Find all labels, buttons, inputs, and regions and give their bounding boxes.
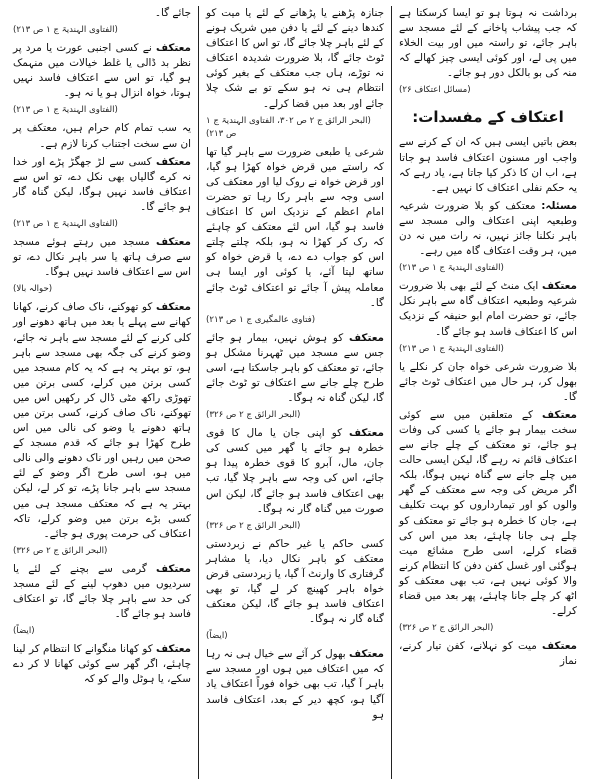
- paragraph: [399, 360, 577, 405]
- paragraph: [206, 426, 384, 517]
- citation-text: (البحر الرائق ج ۲ ص ۳۲۶): [399, 623, 494, 634]
- citation-text: (ایضاً): [13, 626, 35, 637]
- paragraph: [206, 145, 384, 311]
- paragraph-text: گرمی سے بچنے کے لئے یا سردیوں میں دھوپ لینے کے لئے مسجد کی حد سے باہر چلا جائے گا، تو اعتکاف فاسد ہو جائے گا۔: [13, 562, 191, 621]
- paragraph-text: برداشت نہ ہوتا ہو تو ایسا کرسکتا ہے کہ جب پیشاب پاخانے کے لئے مسجد سے باہر جائے، تو راستہ میں اور بیت الخلاء میں پی لے، اور کوئی ایسی چیز کھالے کہ منہ کی بو بالکل دور ہو جائے۔: [399, 7, 577, 80]
- citation-text: (فتاوی عالمگیری ج ۱ ص ۲۱۳): [206, 314, 316, 325]
- paragraph-text: کسی حاکم یا غیر حاکم نے زبردستی معتکف کو باہر نکال دیا، یا مشاہر گرفتاری کا وارنٹ آ گیا، یا زبردستی قرض خواہ باہر کھینچ کر لے گیا، تو بھی اعتکاف فاسد ہو جائے گا، لیکن معتکف گناہ گار نہ ہوگا۔: [206, 537, 384, 626]
- reference-citation: [206, 115, 384, 141]
- reference-citation: [13, 218, 191, 231]
- paragraph-lead-word: معتکف: [542, 280, 577, 293]
- paragraph-lead-word: معتکف: [156, 643, 191, 656]
- paragraph: [399, 135, 577, 195]
- paragraph-lead-word: معتکف: [156, 301, 191, 314]
- paragraph-lead-word: معتکف: [156, 42, 191, 55]
- paragraph: [399, 279, 577, 339]
- paragraph: [399, 408, 577, 619]
- paragraph-text: جائے گا۔: [154, 7, 191, 19]
- paragraph-lead-word: معتکف: [542, 408, 577, 421]
- reference-citation: [13, 104, 191, 117]
- paragraph-lead-word: معتکف: [349, 648, 384, 661]
- citation-text: (البحر الرائق ج ۲ ص ۳۲۶): [13, 545, 108, 556]
- paragraph: [13, 562, 191, 622]
- paragraph-text: کسی سے لڑ جھگڑ پڑے اور خدا نہ کرے گالیاں بھی نکل دے، تو اس سے اعتکاف فاسد نہیں ہوگا، لیکن گناہ گار ہو جائے گا۔: [13, 155, 191, 213]
- citation-text: (البحر الرائق ج ۲ ص ۳۲۶): [206, 520, 301, 531]
- paragraph-lead-word: معتکف: [156, 236, 191, 249]
- reference-citation: [206, 520, 384, 533]
- paragraph: [399, 6, 577, 81]
- paragraph-text: کو کھانا منگوانے کا انتظام کر لینا چاہئے، اگر گھر سے کوئی کھانا لا کر دے سکے، یا ہوٹل والے کو کہ: [13, 643, 191, 686]
- paragraph: [206, 537, 384, 628]
- paragraph: [206, 331, 384, 406]
- paragraph: [206, 647, 384, 722]
- paragraph-text: یہ سب تمام کام حرام ہیں، معتکف پر ان سے سخت اجتناب کرنا لازم ہے۔: [13, 122, 191, 150]
- paragraph: [13, 41, 191, 101]
- paragraph-text: مسجد میں رہتے ہوئے مسجد سے صرف ہاتھ یا سر باہر نکال دے، تو اس سے اعتکاف فاسد نہیں ہوگا۔: [13, 236, 191, 279]
- paragraph: [13, 642, 191, 687]
- citation-text: (البحر الرائق ج ۲ ص ۳۰۲، الفتاوی الہندیۃ ج ۱ ص ۲۱۳): [206, 115, 371, 139]
- paragraph-lead-word: مسئلہ:: [541, 199, 577, 212]
- reference-citation: [399, 343, 577, 356]
- paragraph-text: بعض باتیں ایسی ہیں کہ ان کے کرنے سے واجب اور مسنون اعتکاف فاسد ہو جاتا ہے، اب ان کا ذکر کیا جاتا ہے، یاد رہے کہ یہ حکم نفلی اعتکاف کا نہیں ہے۔: [399, 136, 577, 194]
- paragraph: [206, 6, 384, 112]
- paragraph-text: بھول کر آئے سے خیال ہی نہ رہا کہ میں اعتکاف میں ہوں اور مسجد سے باہر آ گیا، تب بھی خواہ فوراً اعتکاف یاد آگیا ہو، کچھ دیر کے بعد، اعتکاف فاسد ہو: [206, 648, 384, 721]
- paragraph-text: بلا ضرورت شرعی خواہ جان کر نکلے یا بھول کر، ہر حال میں اعتکاف ٹوٹ جائے گا۔: [399, 360, 577, 403]
- column-left: [6, 6, 199, 779]
- paragraph-text: جنازہ پڑھنے یا پڑھانے کے لئے یا میت کو کندھا دینے کے لئے یا دفن میں شریک ہونے کے لئے باہر چلا جائے گا، تو اس کا اعتکاف ٹوٹ جائے گا، بلا ضرورت شدیدہ اعتکاف نہ توڑے، ہاں جب معتکف کے بغیر کوئی انتظام ہی نہ ہو سکے تو بے شک چلا جائے اور بعد میں قضا کرلے۔: [206, 7, 384, 110]
- citation-text: (حوالہ بالا): [13, 284, 53, 295]
- paragraph-text: نے کسی اجنبی عورت یا مرد پر نظر بد ڈالی یا غلط خیالات میں منہمک ہو گیا، تو اس سے اعتکاف فاسد نہیں ہوتا، خواہ انزال ہو یا نہ ہو۔: [13, 42, 191, 100]
- paragraph-lead-word: معتکف: [349, 427, 384, 440]
- citation-text: (مسائل اعتکاف ۲۶): [399, 85, 471, 96]
- paragraph-lead-word: معتکف: [542, 640, 577, 653]
- citation-text: (الفتاوی الہندیۃ ج ۱ ص ۲۱۳): [13, 219, 118, 230]
- reference-citation: [206, 314, 384, 327]
- paragraph-text: کو ہوش نہیں، بیمار ہو جائے جس سے مسجد میں ٹھہرنا مشکل ہو جائے، تو معتکف کو باہر جاسکتا ہے، اسی طرح چلے جانے سے اعتکاف تو ٹوٹ جائے گا، لیکن گناہ نہ ہوگا۔: [206, 331, 384, 405]
- citation-text: (الفتاوی الہندیۃ ج ۱ ص ۲۱۳): [399, 343, 504, 354]
- column-middle: [199, 6, 392, 779]
- paragraph-text: ایک منٹ کے لئے بھی بلا ضرورت شرعیہ وطبعیہ اعتکاف گاہ سے باہر نکل جائے، تو حضرت امام ابو حنیفہ کے نزدیک اس کا اعتکاف فاسد ہو جائے گا۔: [399, 280, 577, 338]
- paragraph: [399, 199, 577, 259]
- citation-text: (البحر الرائق ج ۲ ص ۳۲۶): [206, 410, 301, 421]
- section-heading: اعتکاف کے مفسدات:: [412, 108, 564, 127]
- paragraph: [13, 235, 191, 280]
- paragraph-text: کو تھوکنے، ناک صاف کرنے، کھانا کھانے سے پہلے یا بعد میں ہاتھ دھونے اور کلی کرنے کے لئے مسجد سے باہر نہ جائے، وضو کرنے کی جگہ بھی مسجد سے باہر ہو، تو بہتر یہ ہے کہ یہ کام مسجد میں کسی برتن میں کرلے، کسی برتن میں تھوڑی راکھ مٹی ڈال کر رکھیں اس میں تھوکنے، ناک صاف کرنے، کسی برتن میں ہاتھ دھونے یا وضو کی نالی میں اس طرح کھڑا ہو جائے کہ قدم مسجد کے صحن میں رہیں اور ناک دھونے والی نالی میں ہو، اسی طرح اگر وضو کے لئے مسجد سے باہر جانا پڑے، تو کر لے، لیکن بہتر یہ ہے کہ معتکف مسجد ہی میں کسی بڑے برتن میں وضو کرلے، تاکہ اعتکاف کی حرمت پوری ہو جائے۔: [13, 301, 191, 540]
- paragraph-lead-word: معتکف: [156, 155, 191, 168]
- paragraph-text: کے متعلقین میں سے کوئی سخت بیمار ہو جائے یا کسی کی وفات ہو جائے، تو معتکف کے چلے جانے سے اعتکاف قائم نہ رہے گا، لیکن ایسی حالت میں چلے جانے سے گناہ نہیں ہوگا، بلکہ اگر مریض کی وجہ سے معتکف کے گھر والوں کو اور تیمارداروں کو بہت تکلیف ہے، جان کا خطرہ ہو جائے تو معتکف کو چلے ہی جانا چاہئے، بعد میں اس کی قضاء کرلے، اسی طرح مشائع میت ہوگئی اور غسل کفن دفن کا انتظام کرنے والا کوئی نہیں ہے، تب بھی معتکف کو اٹھ کر چلے جانا چاہئے، پھر بعد میں قضاء کرلے۔: [399, 408, 577, 618]
- reference-citation: [399, 622, 577, 635]
- citation-text: (الفتاوی الہندیۃ ج ۱ ص ۲۱۳): [13, 105, 118, 116]
- reference-citation: [206, 630, 384, 643]
- paragraph-text: کو اپنی جان یا مال کا قوی خطرہ ہو جائے یا گھر میں کسی کی جان، مال، آبرو کا قوی خطرہ پیدا ہو جائے، اس کی وجہ سے باہر چلا گیا، تب بھی اعتکاف فاسد ہو جائے گا، لیکن اس صورت میں گناہ گار نہ ہوگا۔: [206, 427, 384, 515]
- reference-citation: [399, 262, 577, 275]
- reference-citation: [399, 84, 577, 97]
- paragraph-text: معتکف کو بلا ضرورت شرعیہ وطبعیہ اپنی اعتکاف والی مسجد سے باہر نکلنا جائز نہیں، نہ رات میں نہ دن میں، ہر وقت اعتکاف گاہ میں رہے۔: [399, 199, 577, 258]
- reference-citation: [206, 409, 384, 422]
- paragraph: [13, 300, 191, 542]
- paragraph-text: میت کو نہلانے، کفن تیار کرنے، نماز: [399, 640, 577, 668]
- citation-text: (الفتاوی الہندیۃ ج ۱ ص ۲۱۳): [399, 263, 504, 274]
- paragraph: [399, 639, 577, 669]
- reference-citation: [13, 545, 191, 558]
- paragraph-lead-word: معتکف: [349, 331, 384, 344]
- column-right: [392, 6, 584, 779]
- paragraph-text: شرعی یا طبعی ضرورت سے باہر گیا تھا کہ راستے میں قرض خواہ کھڑا ہو گیا، اور قرض خواہ نے روک لیا اور معتکف کی اسی وجہ سے باہر رکا رہا تو حضرت امام اعظم کے نزدیک اس کا اعتکاف فاسد ہو گیا، اس لئے معتکف کو چاہئے کہ رک کر کھڑا نہ ہو، بلکہ چلتے چلتے اس کو جواب دے دے، یا قرض خواہ کو ساتھ لیتا آئے، یا کوئی اور ایسا ہی معاملہ پیش آ جائے تو اعتکاف ٹوٹ جائے گا۔: [206, 145, 384, 309]
- paragraph: [13, 155, 191, 215]
- paragraph: [13, 6, 191, 21]
- citation-text: (ایضاً): [206, 631, 228, 642]
- citation-text: (الفتاوی الہندیۃ ج ۱ ص ۲۱۳): [13, 25, 118, 36]
- reference-citation: [13, 24, 191, 37]
- reference-citation: [13, 625, 191, 638]
- paragraph: [13, 121, 191, 151]
- reference-citation: [13, 283, 191, 296]
- paragraph-lead-word: معتکف: [156, 562, 191, 575]
